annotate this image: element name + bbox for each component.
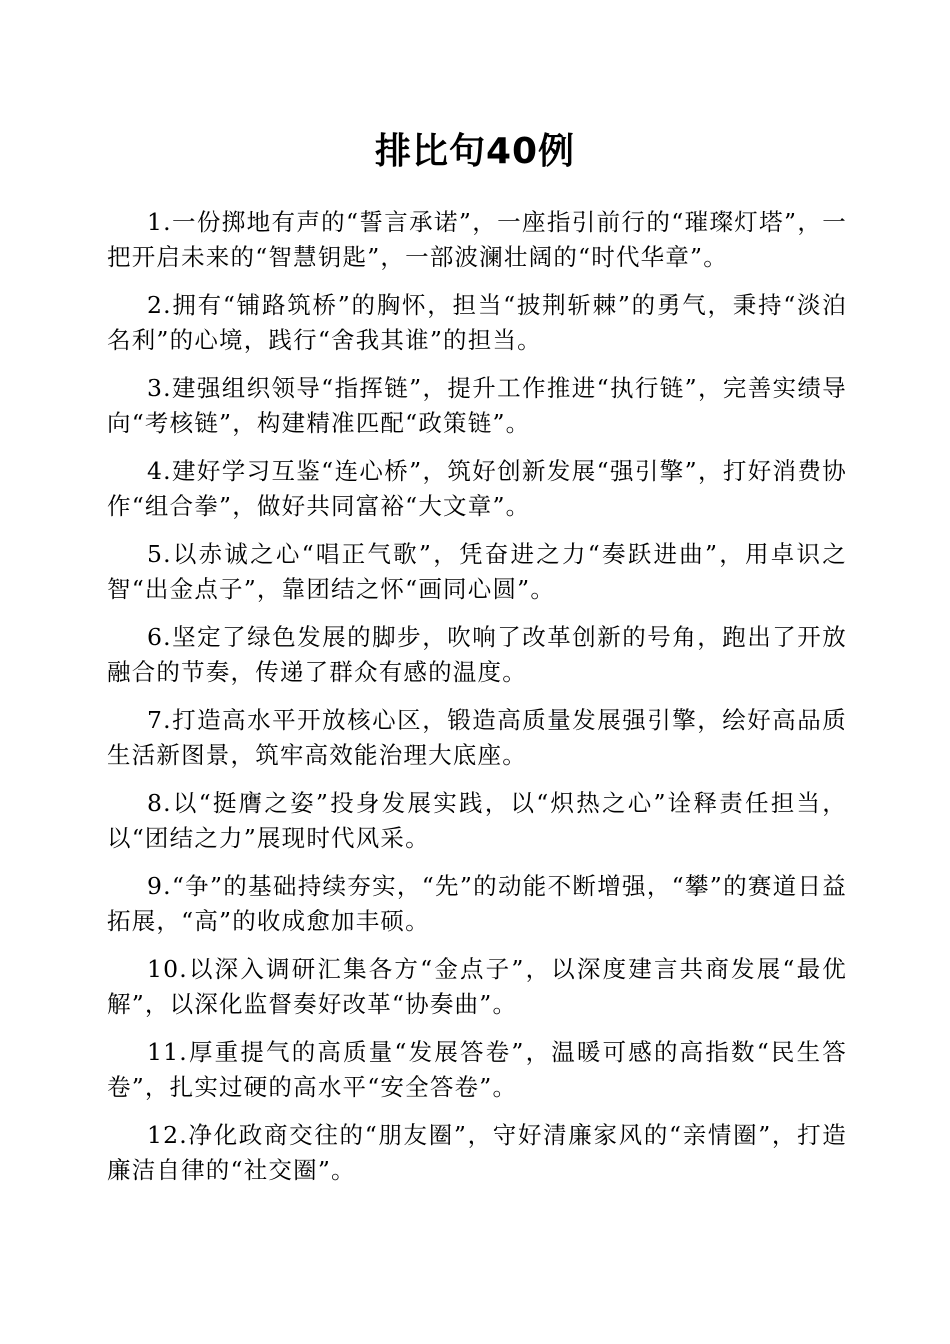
paragraph-7: 7.打造高水平开放核心区，锻造高质量发展强引擎，绘好高品质生活新图景，筑牢高效能治理大底座。 [107,706,847,769]
paragraph-2: 2.拥有“铺路筑桥”的胸怀，担当“披荆斩棘”的勇气，秉持“淡泊名利”的心境，践行“舍我其谁”的担当。 [107,291,847,354]
paragraph-1: 1.一份掷地有声的“誓言承诺”，一座指引前行的“璀璨灯塔”，一把开启未来的“智慧钥匙”，一部波澜壮阔的“时代华章”。 [107,208,847,271]
paragraph-12: 12.净化政商交往的“朋友圈”，守好清廉家风的“亲情圈”，打造廉洁自律的“社交圈”。 [107,1121,847,1184]
paragraph-3: 3.建强组织领导“指挥链”，提升工作推进“执行链”，完善实绩导向“考核链”，构建精准匹配“政策链”。 [107,374,847,437]
paragraph-4: 4.建好学习互鉴“连心桥”，筑好创新发展“强引擎”，打好消费协作“组合拳”，做好共同富裕“大文章”。 [107,457,847,520]
document-body [107,205,847,1201]
paragraph-5: 5.以赤诚之心“唱正气歌”，凭奋进之力“奏跃进曲”，用卓识之智“出金点子”，靠团结之怀“画同心圆”。 [107,540,847,603]
paragraph-6: 6.坚定了绿色发展的脚步，吹响了改革创新的号角，跑出了开放融合的节奏，传递了群众有感的温度。 [107,623,847,686]
paragraph-8: 8.以“挺膺之姿”投身发展实践，以“炽热之心”诠释责任担当，以“团结之力”展现时代风采。 [107,789,847,852]
paragraph-9: 9.“争”的基础持续夯实，“先”的动能不断增强，“攀”的赛道日益拓展，“高”的收成愈加丰硕。 [107,872,847,935]
paragraph-11: 11.厚重提气的高质量“发展答卷”，温暖可感的高指数“民生答卷”，扎实过硬的高水平“安全答卷”。 [107,1038,847,1101]
document-title: 排比句40例 [374,131,576,172]
paragraph-10: 10.以深入调研汇集各方“金点子”，以深度建言共商发展“最优解”，以深化监督奏好改革“协奏曲”。 [107,955,847,1018]
